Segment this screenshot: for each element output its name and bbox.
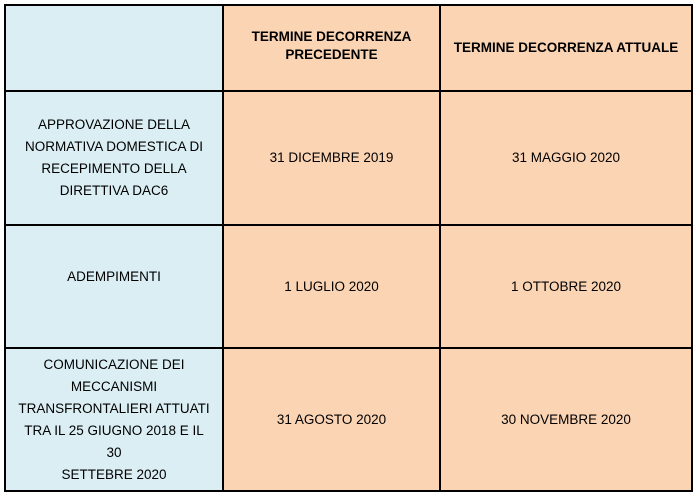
deadline-table xyxy=(4,4,693,492)
table-row xyxy=(5,348,692,491)
header-empty-cell xyxy=(5,5,223,91)
label-line: MECCANISMI xyxy=(70,378,158,394)
row-label-adempimenti xyxy=(5,225,223,348)
current-date-cell: 1 OTTOBRE 2020 xyxy=(440,225,692,348)
header-current-deadline: TERMINE DECORRENZA ATTUALE xyxy=(440,5,692,91)
current-date-cell: 31 MAGGIO 2020 xyxy=(440,91,692,225)
label-line: ADEMPIMENTI xyxy=(67,268,161,284)
label-line: COMUNICAZIONE DEI xyxy=(43,356,185,372)
header-previous-line2: PRECEDENTE xyxy=(285,47,378,62)
row-label-comunicazione xyxy=(5,348,223,491)
header-previous-line1: TERMINE DECORRENZA xyxy=(251,29,412,44)
table-row xyxy=(5,91,692,225)
table-row xyxy=(5,225,692,348)
previous-date-cell: 31 DICEMBRE 2019 xyxy=(223,91,440,225)
label-line: APPROVAZIONE DELLA xyxy=(37,117,191,132)
header-previous-deadline xyxy=(223,5,440,91)
label-line: DIRETTIVA DAC6 xyxy=(59,183,169,198)
label-line: RECEPIMENTO DELLA xyxy=(41,161,187,176)
previous-date-cell: 1 LUGLIO 2020 xyxy=(223,225,440,348)
header-row xyxy=(5,5,692,91)
label-line: NORMATIVA DOMESTICA DI xyxy=(24,139,204,154)
previous-date-cell: 31 AGOSTO 2020 xyxy=(223,348,440,491)
label-line: TRA IL 25 GIUGNO 2018 E IL 30 xyxy=(24,422,204,460)
label-line: TRANSFRONTALIERI ATTUATI xyxy=(18,400,210,416)
current-date-cell: 30 NOVEMBRE 2020 xyxy=(440,348,692,491)
label-line: SETTEBRE 2020 xyxy=(61,466,167,482)
row-label-approvazione xyxy=(5,91,223,225)
